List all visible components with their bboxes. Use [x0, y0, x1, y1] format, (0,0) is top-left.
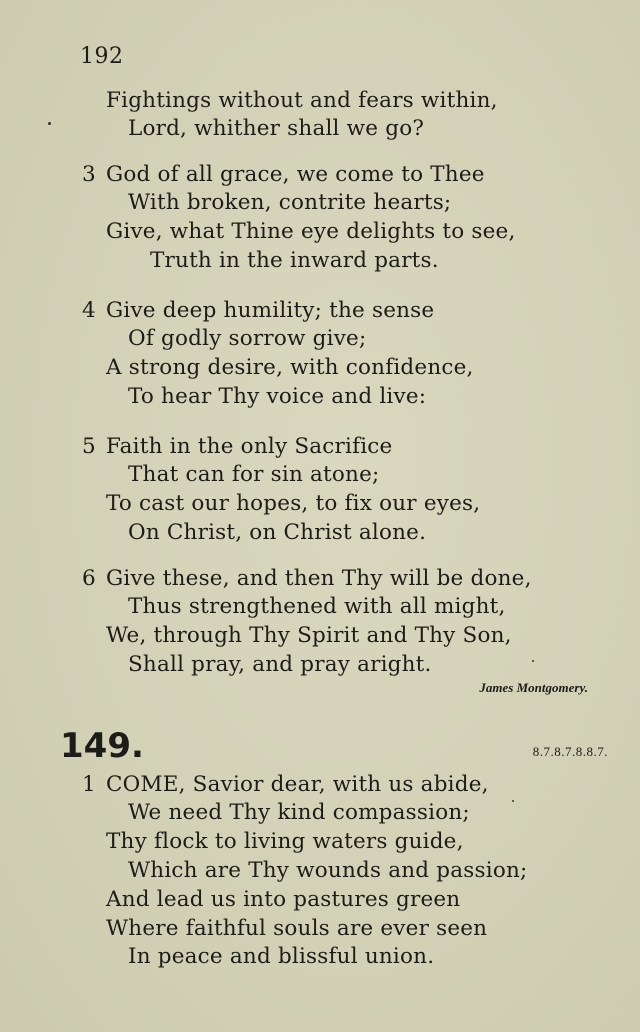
verse-line: To cast our hopes, to fix our eyes,: [106, 491, 481, 516]
verse-line: Of godly sorrow give;: [128, 326, 367, 351]
author-attribution: James Montgomery.: [479, 680, 588, 695]
verse-line: On Christ, on Christ alone.: [128, 520, 427, 545]
hymn-number: 149.: [60, 726, 144, 766]
verse-line: A strong desire, with confidence,: [106, 355, 474, 380]
verse-number: 1: [82, 772, 96, 797]
verse-line: To hear Thy voice and live:: [128, 384, 427, 409]
verse-line: Truth in the inward parts.: [150, 248, 439, 273]
verse-line: Faith in the only Sacrifice: [106, 434, 393, 459]
verse-line: Shall pray, and pray aright.: [128, 652, 432, 677]
print-speck: [48, 122, 51, 125]
hymn-meter: 8.7.8.7.8.8.7.: [532, 744, 608, 759]
verse-line: Give deep humility; the sense: [106, 298, 435, 323]
verse-line: Where faithful souls are ever seen: [106, 916, 488, 941]
continuation-line: Lord, whither shall we go?: [128, 116, 425, 141]
page-number: 192: [80, 44, 124, 69]
verse-number: 5: [82, 434, 96, 459]
verse-line: Which are Thy wounds and passion;: [128, 858, 528, 883]
verse-line: God of all grace, we come to Thee: [106, 162, 485, 187]
verse-line: COME, Savior dear, with us abide,: [106, 772, 489, 797]
verse-line: With broken, contrite hearts;: [128, 190, 452, 215]
verse-line: Thy flock to living waters guide,: [106, 829, 464, 854]
verse-line: Thus strengthened with all might,: [128, 594, 506, 619]
print-speck: [512, 800, 514, 802]
verse-line: Give, what Thine eye delights to see,: [106, 219, 516, 244]
verse-line: We need Thy kind compassion;: [128, 800, 470, 825]
verse-line: That can for sin atone;: [128, 462, 380, 487]
verse-number: 3: [82, 162, 96, 187]
verse-line: Give these, and then Thy will be done,: [106, 566, 532, 591]
verse-line: In peace and blissful union.: [128, 944, 435, 969]
continuation-line: Fightings without and fears within,: [106, 88, 498, 113]
verse-line: We, through Thy Spirit and Thy Son,: [106, 623, 512, 648]
verse-line: And lead us into pastures green: [106, 887, 461, 912]
print-speck: [532, 660, 534, 662]
verse-number: 4: [82, 298, 96, 323]
verse-number: 6: [82, 566, 96, 591]
